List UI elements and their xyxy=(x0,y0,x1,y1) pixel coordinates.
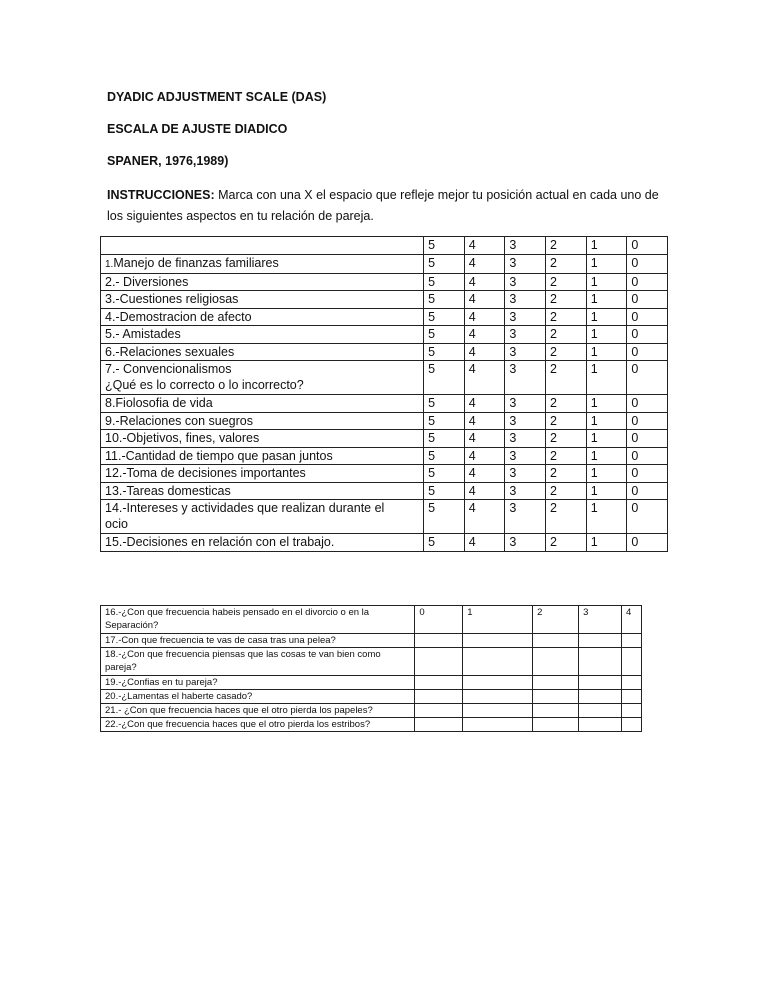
item-cell xyxy=(101,326,424,344)
answer-cell[interactable] xyxy=(415,676,463,690)
frequency-value-cell[interactable]: 2 xyxy=(533,606,579,634)
item-label: 4.-Demostracion de afecto xyxy=(105,309,252,324)
score-cell[interactable]: 2 xyxy=(546,254,587,273)
header-value-cell: 0 xyxy=(627,237,668,255)
score-cell[interactable]: 0 xyxy=(627,343,668,361)
score-cell[interactable]: 4 xyxy=(464,395,505,413)
item-label: 14.-Intereses y actividades que realizan durante el xyxy=(105,501,385,515)
score-cell[interactable]: 1 xyxy=(586,308,627,326)
score-cell[interactable]: 5 xyxy=(424,465,465,483)
score-cell[interactable]: 5 xyxy=(424,254,465,273)
question-label: 17.-Con que frecuencia te vas de casa tras una pelea? xyxy=(105,635,336,646)
answer-cell[interactable] xyxy=(415,704,463,718)
score-cell[interactable]: 2 xyxy=(546,412,587,430)
item-label: Manejo de finanzas familiares xyxy=(113,255,279,270)
item-label: 10.-Objetivos, fines, valores xyxy=(105,431,260,445)
question-cell xyxy=(101,606,415,634)
answer-cell[interactable] xyxy=(579,704,622,718)
item-label: 7.- Convencionalismos xyxy=(105,362,232,376)
score-cell[interactable]: 4 xyxy=(464,343,505,361)
table-row xyxy=(101,648,642,676)
item-label: 12.-Toma de decisiones importantes xyxy=(105,466,306,480)
score-cell[interactable]: 5 xyxy=(424,482,465,500)
score-cell[interactable]: 5 xyxy=(424,430,465,448)
table-row xyxy=(101,676,642,690)
table-row xyxy=(101,704,642,718)
score-cell[interactable]: 4 xyxy=(464,430,505,448)
header-blank-cell xyxy=(101,237,424,255)
score-cell[interactable]: 2 xyxy=(546,534,587,552)
score-cell[interactable]: 2 xyxy=(546,395,587,413)
answer-cell[interactable] xyxy=(415,690,463,704)
question-label-continued: Separación? xyxy=(105,620,159,631)
instructions-text: Marca con una X el espacio que refleje mejor tu posición actual en cada uno de los siguientes aspectos en tu relación de pareja. xyxy=(107,188,659,223)
score-cell[interactable]: 4 xyxy=(464,465,505,483)
table-row xyxy=(101,534,668,552)
score-cell[interactable]: 5 xyxy=(424,395,465,413)
score-cell[interactable]: 2 xyxy=(546,482,587,500)
frequency-table xyxy=(100,605,642,732)
question-cell xyxy=(101,718,415,732)
item-cell xyxy=(101,534,424,552)
header-value-cell: 5 xyxy=(424,237,465,255)
score-cell[interactable]: 3 xyxy=(505,273,546,291)
score-cell[interactable]: 3 xyxy=(505,412,546,430)
answer-cell[interactable] xyxy=(621,634,641,648)
table-row xyxy=(101,500,668,534)
score-cell[interactable]: 5 xyxy=(424,412,465,430)
item-label: 6.-Relaciones sexuales xyxy=(105,344,235,359)
score-cell[interactable]: 4 xyxy=(464,291,505,309)
table-row xyxy=(101,395,668,413)
score-cell[interactable]: 1 xyxy=(586,482,627,500)
question-label: 19.-¿Confias en tu pareja? xyxy=(105,677,218,688)
score-cell[interactable]: 2 xyxy=(546,430,587,448)
score-cell[interactable]: 3 xyxy=(505,308,546,326)
title-citation: SPANER, 1976,1989) xyxy=(107,154,229,168)
answer-cell[interactable] xyxy=(463,648,533,676)
question-cell xyxy=(101,676,415,690)
score-cell[interactable]: 1 xyxy=(586,343,627,361)
item-cell xyxy=(101,291,424,309)
question-cell xyxy=(101,634,415,648)
score-cell[interactable]: 1 xyxy=(586,273,627,291)
score-cell[interactable]: 0 xyxy=(627,395,668,413)
item-cell xyxy=(101,308,424,326)
score-cell[interactable]: 1 xyxy=(586,430,627,448)
table-row xyxy=(101,447,668,465)
answer-cell[interactable] xyxy=(579,634,622,648)
score-cell[interactable]: 0 xyxy=(627,326,668,344)
score-cell[interactable]: 3 xyxy=(505,482,546,500)
item-cell xyxy=(101,482,424,500)
score-cell[interactable]: 4 xyxy=(464,361,505,395)
answer-cell[interactable] xyxy=(621,648,641,676)
score-cell[interactable]: 2 xyxy=(546,500,587,534)
table-row xyxy=(101,343,668,361)
header-value-cell: 1 xyxy=(586,237,627,255)
score-cell[interactable]: 5 xyxy=(424,273,465,291)
table-header-row xyxy=(101,237,668,255)
answer-cell[interactable] xyxy=(415,634,463,648)
score-cell[interactable]: 3 xyxy=(505,534,546,552)
item-cell xyxy=(101,412,424,430)
score-cell[interactable]: 0 xyxy=(627,534,668,552)
answer-cell[interactable] xyxy=(533,648,579,676)
answer-cell[interactable] xyxy=(579,648,622,676)
table-row xyxy=(101,482,668,500)
score-cell[interactable]: 1 xyxy=(586,361,627,395)
answer-cell[interactable] xyxy=(463,676,533,690)
score-cell[interactable]: 3 xyxy=(505,395,546,413)
item-cell xyxy=(101,361,424,395)
score-cell[interactable]: 1 xyxy=(586,447,627,465)
answer-cell[interactable] xyxy=(621,704,641,718)
table-row xyxy=(101,326,668,344)
score-cell[interactable]: 0 xyxy=(627,412,668,430)
score-cell[interactable]: 2 xyxy=(546,343,587,361)
score-cell[interactable]: 4 xyxy=(464,482,505,500)
score-cell[interactable]: 3 xyxy=(505,465,546,483)
frequency-value-cell[interactable]: 1 xyxy=(463,606,533,634)
answer-cell[interactable] xyxy=(463,690,533,704)
score-cell[interactable]: 5 xyxy=(424,326,465,344)
score-cell[interactable]: 2 xyxy=(546,326,587,344)
score-cell[interactable]: 0 xyxy=(627,273,668,291)
title-das: DYADIC ADJUSTMENT SCALE (DAS) xyxy=(107,90,327,104)
score-cell[interactable]: 1 xyxy=(586,534,627,552)
frequency-value-cell[interactable]: 0 xyxy=(415,606,463,634)
item-cell xyxy=(101,395,424,413)
score-cell[interactable]: 3 xyxy=(505,254,546,273)
score-cell[interactable]: 5 xyxy=(424,534,465,552)
answer-cell[interactable] xyxy=(533,704,579,718)
score-cell[interactable]: 4 xyxy=(464,326,505,344)
score-cell[interactable]: 1 xyxy=(586,326,627,344)
instructions xyxy=(107,185,667,227)
header-value-cell: 3 xyxy=(505,237,546,255)
score-cell[interactable]: 3 xyxy=(505,361,546,395)
question-label: 16.-¿Con que frecuencia habeis pensado en el divorcio o en la xyxy=(105,607,370,618)
item-label: 2.- Diversiones xyxy=(105,274,189,289)
question-label: 21.- ¿Con que frecuencia haces que el otro pierda los papeles? xyxy=(105,705,373,716)
score-cell[interactable]: 5 xyxy=(424,447,465,465)
title-escala: ESCALA DE AJUSTE DIADICO xyxy=(107,122,288,136)
question-cell xyxy=(101,648,415,676)
score-cell[interactable]: 1 xyxy=(586,465,627,483)
item-label: 3.-Cuestiones religiosas xyxy=(105,292,239,306)
score-cell[interactable]: 0 xyxy=(627,482,668,500)
answer-cell[interactable] xyxy=(533,718,579,732)
table-row xyxy=(101,254,668,273)
frequency-value-cell[interactable]: 3 xyxy=(579,606,622,634)
answer-cell[interactable] xyxy=(579,690,622,704)
score-cell[interactable]: 0 xyxy=(627,447,668,465)
score-cell[interactable]: 3 xyxy=(505,326,546,344)
table-row xyxy=(101,465,668,483)
question-label: 20.-¿Lamentas el haberte casado? xyxy=(105,691,253,702)
score-cell[interactable]: 0 xyxy=(627,308,668,326)
item-label: 13.-Tareas domesticas xyxy=(105,483,231,498)
score-cell[interactable]: 1 xyxy=(586,412,627,430)
score-cell[interactable]: 2 xyxy=(546,361,587,395)
table-row xyxy=(101,291,668,309)
score-cell[interactable]: 5 xyxy=(424,361,465,395)
score-cell[interactable]: 4 xyxy=(464,447,505,465)
table-row xyxy=(101,412,668,430)
table-row xyxy=(101,361,668,395)
question-label: 18.-¿Con que frecuencia piensas que las cosas te van bien como xyxy=(105,649,381,660)
score-cell[interactable]: 0 xyxy=(627,500,668,534)
score-cell[interactable]: 0 xyxy=(627,254,668,273)
answer-cell[interactable] xyxy=(415,648,463,676)
item-number: 1. xyxy=(105,258,114,270)
item-cell xyxy=(101,500,424,534)
table-row xyxy=(101,308,668,326)
question-label: 22.-¿Con que frecuencia haces que el otro pierda los estribos? xyxy=(105,719,371,730)
item-label: 9.-Relaciones con suegros xyxy=(105,413,253,428)
score-cell[interactable]: 0 xyxy=(627,361,668,395)
score-cell[interactable]: 4 xyxy=(464,534,505,552)
score-cell[interactable]: 2 xyxy=(546,465,587,483)
question-label-continued: pareja? xyxy=(105,662,137,673)
table-row xyxy=(101,606,642,634)
item-label: 15.-Decisiones en relación con el trabajo. xyxy=(105,535,335,549)
score-cell[interactable]: 5 xyxy=(424,343,465,361)
item-label: 5.- Amistades xyxy=(105,327,181,341)
answer-cell[interactable] xyxy=(415,718,463,732)
answer-cell[interactable] xyxy=(579,676,622,690)
item-cell xyxy=(101,447,424,465)
item-cell xyxy=(101,343,424,361)
item-cell xyxy=(101,430,424,448)
item-cell xyxy=(101,465,424,483)
question-cell xyxy=(101,690,415,704)
score-cell[interactable]: 3 xyxy=(505,500,546,534)
item-label: 8.Fiolosofia de vida xyxy=(105,396,213,410)
score-cell[interactable]: 0 xyxy=(627,430,668,448)
item-label-continued: ocio xyxy=(105,517,128,531)
table-row xyxy=(101,690,642,704)
score-cell[interactable]: 4 xyxy=(464,254,505,273)
scale-table xyxy=(100,236,668,552)
score-cell[interactable]: 3 xyxy=(505,343,546,361)
score-cell[interactable]: 2 xyxy=(546,273,587,291)
table-row xyxy=(101,634,642,648)
score-cell[interactable]: 3 xyxy=(505,430,546,448)
item-label-continued: ¿Qué es lo correcto o lo incorrecto? xyxy=(105,378,304,392)
score-cell[interactable]: 2 xyxy=(546,308,587,326)
frequency-value-cell[interactable]: 4 xyxy=(621,606,641,634)
score-cell[interactable]: 4 xyxy=(464,500,505,534)
table-row xyxy=(101,718,642,732)
score-cell[interactable]: 5 xyxy=(424,291,465,309)
score-cell[interactable]: 3 xyxy=(505,447,546,465)
item-cell xyxy=(101,254,424,273)
answer-cell[interactable] xyxy=(463,634,533,648)
answer-cell[interactable] xyxy=(621,676,641,690)
answer-cell[interactable] xyxy=(463,718,533,732)
score-cell[interactable]: 0 xyxy=(627,465,668,483)
table-row xyxy=(101,430,668,448)
answer-cell[interactable] xyxy=(621,718,641,732)
answer-cell[interactable] xyxy=(463,704,533,718)
instructions-label: INSTRUCCIONES: xyxy=(107,188,215,202)
score-cell[interactable]: 5 xyxy=(424,500,465,534)
score-cell[interactable]: 4 xyxy=(464,412,505,430)
header-value-cell: 4 xyxy=(464,237,505,255)
answer-cell[interactable] xyxy=(579,718,622,732)
score-cell[interactable]: 2 xyxy=(546,447,587,465)
score-cell[interactable]: 3 xyxy=(505,291,546,309)
header-value-cell: 2 xyxy=(546,237,587,255)
score-cell[interactable]: 1 xyxy=(586,254,627,273)
table-row xyxy=(101,273,668,291)
score-cell[interactable]: 1 xyxy=(586,395,627,413)
score-cell[interactable]: 1 xyxy=(586,500,627,534)
score-cell[interactable]: 4 xyxy=(464,273,505,291)
score-cell[interactable]: 2 xyxy=(546,291,587,309)
score-cell[interactable]: 5 xyxy=(424,308,465,326)
score-cell[interactable]: 0 xyxy=(627,291,668,309)
question-cell xyxy=(101,704,415,718)
item-label: 11.-Cantidad de tiempo que pasan juntos xyxy=(105,448,333,463)
answer-cell[interactable] xyxy=(533,634,579,648)
item-cell xyxy=(101,273,424,291)
answer-cell[interactable] xyxy=(621,690,641,704)
score-cell[interactable]: 1 xyxy=(586,291,627,309)
answer-cell[interactable] xyxy=(533,690,579,704)
answer-cell[interactable] xyxy=(533,676,579,690)
score-cell[interactable]: 4 xyxy=(464,308,505,326)
